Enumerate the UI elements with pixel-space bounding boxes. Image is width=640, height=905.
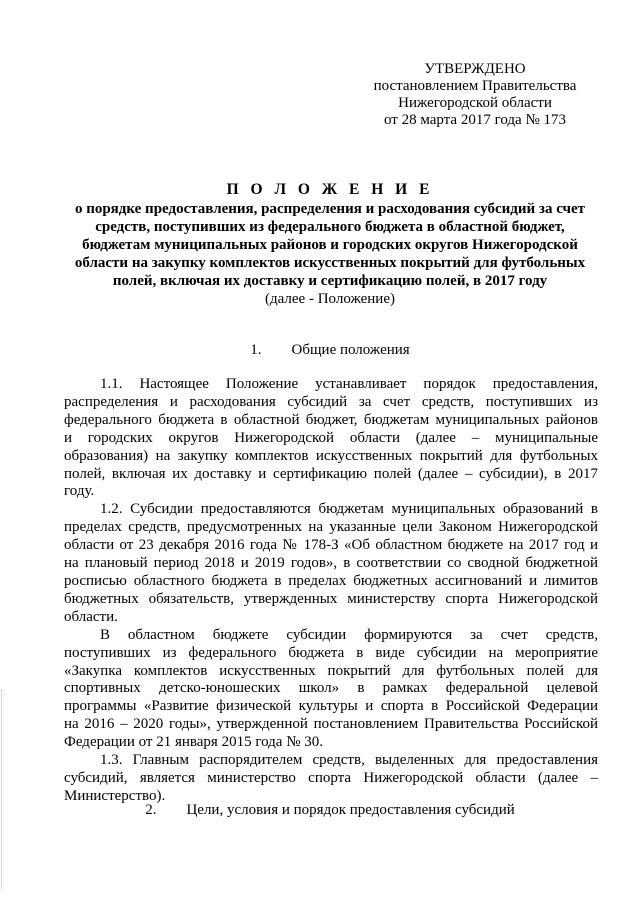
paragraph-line: области от 23 декабря 2016 года № 178-З «Об областном бюджете на 2017 год и <box>64 537 598 554</box>
document-subtitle <box>60 200 600 290</box>
paragraph-line: году. <box>64 483 95 500</box>
paragraph-line: субсидий, является министерство спорта Нижегородской области (далее – <box>64 769 598 786</box>
approval-heading: УТВЕРЖДЕНО <box>424 61 526 77</box>
paragraph-line: и городских округов Нижегородской области (далее – муниципальные <box>64 429 598 446</box>
document-title-block <box>60 180 600 308</box>
paragraph-line: распределения и расходования субсидий за счет средств, поступивших из <box>64 393 598 410</box>
paragraph-line: 1.3. Главным распорядителем средств, выделенных для предоставления <box>100 752 598 769</box>
paragraph-1-2 <box>64 501 598 626</box>
subtitle-line: области на закупку комплектов искусственных покрытий для футбольных <box>74 255 586 271</box>
subtitle-line: бюджетам муниципальных районов и городских округов Нижегородской <box>82 237 578 253</box>
document-title: П О Л О Ж Е Н И Е <box>226 181 434 198</box>
paragraph-line: 1.1. Настоящее Положение устанавливает порядок предоставления, <box>100 376 598 392</box>
paragraph-line: образования) на закупку комплектов искусственных покрытий для футбольных <box>64 447 598 464</box>
approval-line: постановлением Правительства <box>373 78 577 94</box>
paragraph-1-2-continued <box>64 627 598 752</box>
paragraph-line: на плановый период 2018 и 2019 годов», в соответствии со сводной бюджетной <box>64 555 598 572</box>
paragraph-line: 1.2. Субсидии предоставляются бюджетам муниципальных образований в <box>100 501 598 518</box>
subtitle-line: средств, поступивших из федерального бюджета в областной бюджет, <box>95 219 565 235</box>
section-heading-1 <box>60 342 600 359</box>
section-title: Цели, условия и порядок предоставления субсидий <box>186 802 515 818</box>
paragraph-line: программы «Развитие физической культуры и спорта в Российской Федерации <box>64 698 598 715</box>
paragraph-line: поступивших из федерального бюджета в виде субсидии на мероприятие <box>64 644 598 661</box>
approval-date-line: от 28 марта 2017 года № 173 <box>383 112 567 128</box>
paragraph-line: федерального бюджета в областной бюджет, бюджетам муниципальных районов <box>64 411 598 428</box>
document-note: (далее - Положение) <box>265 291 395 307</box>
paragraph-line: В областном бюджете субсидии формируются за счет средств, <box>100 626 598 643</box>
subtitle-line: о порядке предоставления, распределения и расходования субсидий за счет <box>74 201 586 217</box>
paragraph-line: бюджетных обязательств, утвержденных министерству спорта Нижегородской <box>64 590 598 607</box>
approval-stamp <box>360 61 590 129</box>
paragraph-line: полей, включая их доставку и сертификацию полей (далее – субсидии), в 2017 <box>64 465 598 482</box>
paragraph-line: росписью областного бюджета в пределах бюджетных ассигнований и лимитов <box>64 572 598 589</box>
paragraph-line: области. <box>64 608 118 625</box>
body-paragraphs <box>64 376 598 806</box>
subtitle-line: полей, включая их доставку и сертификацию полей, в 2017 году <box>112 273 548 289</box>
section-number: 1. <box>250 342 262 358</box>
paragraph-line: пределах средств, предусмотренных на указанные цели Законом Нижегородской <box>64 519 598 536</box>
section-number: 2. <box>145 802 157 818</box>
section-title: Общие положения <box>291 342 410 358</box>
paragraph-1-3 <box>64 752 598 806</box>
approval-line: Нижегородской области <box>398 95 552 111</box>
paragraph-1-1 <box>64 376 598 501</box>
paragraph-line: спортивных детско-юношеских школ» в рамках федеральной целевой <box>64 680 598 697</box>
section-heading-2 <box>60 802 600 819</box>
scan-margin-mark <box>1 690 2 890</box>
paragraph-line: Федерации от 21 января 2015 года № 30. <box>64 734 324 751</box>
paragraph-line: «Закупка комплектов искусственных покрытий для футбольных полей для <box>64 662 598 679</box>
paragraph-line: на 2016 – 2020 годы», утвержденной постановлением Правительства Российской <box>64 716 598 733</box>
paragraph-line: Министерство). <box>64 787 166 804</box>
